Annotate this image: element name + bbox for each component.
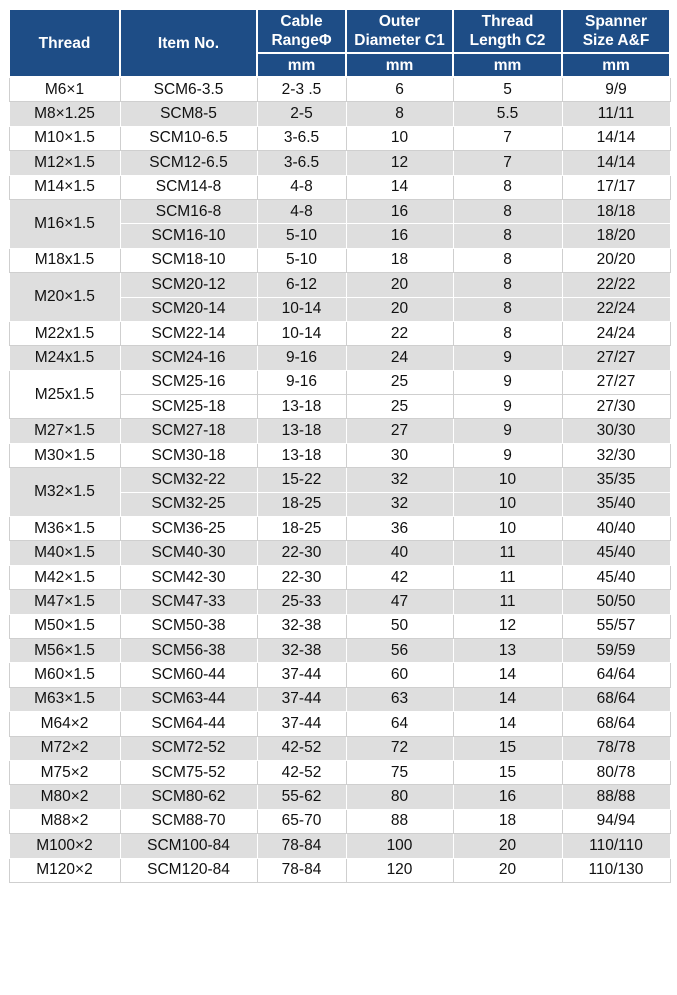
cell-cable-range: 32-38	[257, 638, 346, 662]
cell-cable-range: 10-14	[257, 297, 346, 321]
cell-cable-range: 18-25	[257, 492, 346, 516]
cell-thread: M24x1.5	[9, 346, 120, 370]
table-row	[9, 175, 670, 199]
cell-thread-length: 20	[453, 858, 562, 882]
table-row	[9, 126, 670, 150]
table-row	[9, 760, 670, 784]
cell-outer-diameter: 63	[346, 687, 453, 711]
cell-cable-range: 13-18	[257, 443, 346, 467]
cell-cable-range: 13-18	[257, 419, 346, 443]
table-row	[9, 638, 670, 662]
cell-thread-length: 7	[453, 151, 562, 175]
table-row	[9, 321, 670, 345]
cell-spanner-size: 27/27	[562, 346, 670, 370]
header-thread-length-line1: Thread	[481, 13, 534, 30]
cell-cable-range: 78-84	[257, 858, 346, 882]
table-row	[9, 151, 670, 175]
cell-outer-diameter: 75	[346, 760, 453, 784]
cell-outer-diameter: 64	[346, 712, 453, 736]
cell-cable-range: 18-25	[257, 517, 346, 541]
cell-thread: M64×2	[9, 712, 120, 736]
cell-thread: M120×2	[9, 858, 120, 882]
cell-spanner-size: 68/64	[562, 687, 670, 711]
cell-outer-diameter: 47	[346, 590, 453, 614]
unit-spanner-size: mm	[562, 53, 670, 77]
cell-cable-range: 4-8	[257, 199, 346, 223]
cell-outer-diameter: 27	[346, 419, 453, 443]
cell-thread-length: 5	[453, 77, 562, 102]
cell-outer-diameter: 72	[346, 736, 453, 760]
header-item-no: Item No.	[120, 9, 257, 77]
cell-outer-diameter: 12	[346, 151, 453, 175]
cell-item-no: SCM16-10	[120, 224, 257, 248]
cell-thread: M22x1.5	[9, 321, 120, 345]
cell-item-no: SCM120-84	[120, 858, 257, 882]
cell-thread: M16×1.5	[9, 199, 120, 248]
cell-thread-length: 9	[453, 419, 562, 443]
cell-item-no: SCM20-14	[120, 297, 257, 321]
header-outer-diameter-line1: Outer	[378, 13, 421, 30]
cell-spanner-size: 27/30	[562, 395, 670, 419]
cell-thread-length: 7	[453, 126, 562, 150]
unit-outer-diameter: mm	[346, 53, 453, 77]
cell-item-no: SCM47-33	[120, 590, 257, 614]
cell-thread: M72×2	[9, 736, 120, 760]
cell-cable-range: 2-3 .5	[257, 77, 346, 102]
cell-spanner-size: 94/94	[562, 809, 670, 833]
header-cable-range-line2: RangeΦ	[271, 32, 332, 49]
cell-item-no: SCM16-8	[120, 199, 257, 223]
cell-outer-diameter: 42	[346, 565, 453, 589]
cell-spanner-size: 64/64	[562, 663, 670, 687]
cell-item-no: SCM80-62	[120, 785, 257, 809]
cell-item-no: SCM25-16	[120, 370, 257, 394]
cell-outer-diameter: 60	[346, 663, 453, 687]
table-row	[9, 443, 670, 467]
table-row	[9, 77, 670, 102]
cell-cable-range: 3-6.5	[257, 126, 346, 150]
cell-thread: M80×2	[9, 785, 120, 809]
cell-cable-range: 13-18	[257, 395, 346, 419]
cell-thread: M18x1.5	[9, 248, 120, 272]
cell-item-no: SCM10-6.5	[120, 126, 257, 150]
cell-outer-diameter: 20	[346, 273, 453, 297]
table-row	[9, 541, 670, 565]
cell-thread: M30×1.5	[9, 443, 120, 467]
cell-item-no: SCM88-70	[120, 809, 257, 833]
cell-thread: M56×1.5	[9, 638, 120, 662]
cell-spanner-size: 14/14	[562, 151, 670, 175]
cell-thread: M32×1.5	[9, 468, 120, 517]
cell-outer-diameter: 50	[346, 614, 453, 638]
cell-spanner-size: 35/35	[562, 468, 670, 492]
cell-thread-length: 8	[453, 273, 562, 297]
cell-outer-diameter: 32	[346, 492, 453, 516]
cell-spanner-size: 9/9	[562, 77, 670, 102]
cell-item-no: SCM56-38	[120, 638, 257, 662]
table-row	[9, 858, 670, 882]
cable-gland-spec-table	[8, 8, 671, 883]
cell-thread: M100×2	[9, 834, 120, 858]
table-row	[9, 102, 670, 126]
cell-spanner-size: 40/40	[562, 517, 670, 541]
cell-outer-diameter: 16	[346, 224, 453, 248]
cell-cable-range: 15-22	[257, 468, 346, 492]
table-row	[9, 517, 670, 541]
header-cable-range	[257, 9, 346, 53]
header-spanner-size	[562, 9, 670, 53]
cell-item-no: SCM32-22	[120, 468, 257, 492]
cell-cable-range: 65-70	[257, 809, 346, 833]
cell-thread-length: 14	[453, 687, 562, 711]
cell-spanner-size: 55/57	[562, 614, 670, 638]
cell-item-no: SCM42-30	[120, 565, 257, 589]
table-row	[9, 785, 670, 809]
cell-cable-range: 37-44	[257, 712, 346, 736]
cell-thread-length: 8	[453, 175, 562, 199]
header-spanner-line2: Size A&F	[582, 32, 650, 49]
cell-item-no: SCM30-18	[120, 443, 257, 467]
cell-thread-length: 9	[453, 443, 562, 467]
cell-cable-range: 42-52	[257, 736, 346, 760]
cell-thread-length: 11	[453, 590, 562, 614]
cell-thread: M50×1.5	[9, 614, 120, 638]
cell-spanner-size: 80/78	[562, 760, 670, 784]
cell-item-no: SCM40-30	[120, 541, 257, 565]
cell-thread: M75×2	[9, 760, 120, 784]
cell-cable-range: 3-6.5	[257, 151, 346, 175]
cell-item-no: SCM8-5	[120, 102, 257, 126]
cell-outer-diameter: 10	[346, 126, 453, 150]
cell-item-no: SCM60-44	[120, 663, 257, 687]
table-row	[9, 712, 670, 736]
cell-thread: M14×1.5	[9, 175, 120, 199]
cell-item-no: SCM50-38	[120, 614, 257, 638]
table-row	[9, 370, 670, 394]
table-row	[9, 248, 670, 272]
header-outer-diameter	[346, 9, 453, 53]
cell-item-no: SCM100-84	[120, 834, 257, 858]
cell-cable-range: 55-62	[257, 785, 346, 809]
cell-item-no: SCM63-44	[120, 687, 257, 711]
cell-item-no: SCM20-12	[120, 273, 257, 297]
cell-thread: M20×1.5	[9, 273, 120, 322]
cell-spanner-size: 17/17	[562, 175, 670, 199]
cell-thread-length: 9	[453, 346, 562, 370]
cell-thread-length: 8	[453, 224, 562, 248]
cell-thread: M12×1.5	[9, 151, 120, 175]
table-row	[9, 565, 670, 589]
table-row	[9, 614, 670, 638]
table-row	[9, 346, 670, 370]
unit-thread-length: mm	[453, 53, 562, 77]
table-row	[9, 736, 670, 760]
cell-thread-length: 11	[453, 541, 562, 565]
cell-cable-range: 42-52	[257, 760, 346, 784]
cell-cable-range: 37-44	[257, 663, 346, 687]
header-cable-range-line1: Cable	[280, 13, 323, 30]
cell-item-no: SCM72-52	[120, 736, 257, 760]
cell-spanner-size: 32/30	[562, 443, 670, 467]
cell-thread-length: 18	[453, 809, 562, 833]
cell-outer-diameter: 16	[346, 199, 453, 223]
cell-item-no: SCM75-52	[120, 760, 257, 784]
table-row	[9, 468, 670, 492]
table-row	[9, 273, 670, 297]
cell-thread: M36×1.5	[9, 517, 120, 541]
table-row	[9, 199, 670, 223]
cell-thread: M88×2	[9, 809, 120, 833]
cell-item-no: SCM64-44	[120, 712, 257, 736]
cell-outer-diameter: 6	[346, 77, 453, 102]
cell-thread-length: 9	[453, 370, 562, 394]
table-body	[9, 77, 670, 882]
cell-spanner-size: 45/40	[562, 541, 670, 565]
cell-item-no: SCM32-25	[120, 492, 257, 516]
cell-thread-length: 10	[453, 492, 562, 516]
cell-thread-length: 9	[453, 395, 562, 419]
cell-thread-length: 12	[453, 614, 562, 638]
cell-spanner-size: 68/64	[562, 712, 670, 736]
cell-item-no: SCM22-14	[120, 321, 257, 345]
cell-thread: M47×1.5	[9, 590, 120, 614]
cell-spanner-size: 78/78	[562, 736, 670, 760]
cell-cable-range: 4-8	[257, 175, 346, 199]
cell-cable-range: 6-12	[257, 273, 346, 297]
cell-cable-range: 2-5	[257, 102, 346, 126]
cell-item-no: SCM6-3.5	[120, 77, 257, 102]
cell-item-no: SCM36-25	[120, 517, 257, 541]
cell-thread-length: 11	[453, 565, 562, 589]
cell-spanner-size: 24/24	[562, 321, 670, 345]
cell-outer-diameter: 8	[346, 102, 453, 126]
header-thread-length	[453, 9, 562, 53]
cell-item-no: SCM18-10	[120, 248, 257, 272]
cell-thread: M63×1.5	[9, 687, 120, 711]
cell-cable-range: 10-14	[257, 321, 346, 345]
table-row	[9, 590, 670, 614]
cell-outer-diameter: 32	[346, 468, 453, 492]
cell-item-no: SCM25-18	[120, 395, 257, 419]
cell-thread-length: 15	[453, 760, 562, 784]
table-row	[9, 834, 670, 858]
cell-spanner-size: 22/24	[562, 297, 670, 321]
cell-cable-range: 9-16	[257, 370, 346, 394]
cell-cable-range: 5-10	[257, 224, 346, 248]
cell-thread-length: 8	[453, 297, 562, 321]
cell-thread-length: 10	[453, 517, 562, 541]
cell-thread-length: 8	[453, 199, 562, 223]
cell-outer-diameter: 56	[346, 638, 453, 662]
cell-spanner-size: 22/22	[562, 273, 670, 297]
cell-spanner-size: 18/20	[562, 224, 670, 248]
cell-cable-range: 32-38	[257, 614, 346, 638]
cell-thread-length: 5.5	[453, 102, 562, 126]
cell-outer-diameter: 24	[346, 346, 453, 370]
cell-cable-range: 5-10	[257, 248, 346, 272]
header-spanner-line1: Spanner	[584, 13, 647, 30]
cell-outer-diameter: 18	[346, 248, 453, 272]
cell-cable-range: 9-16	[257, 346, 346, 370]
cell-cable-range: 22-30	[257, 541, 346, 565]
cell-outer-diameter: 88	[346, 809, 453, 833]
cell-outer-diameter: 25	[346, 395, 453, 419]
cell-spanner-size: 18/18	[562, 199, 670, 223]
cell-thread-length: 20	[453, 834, 562, 858]
cell-spanner-size: 11/11	[562, 102, 670, 126]
cell-spanner-size: 14/14	[562, 126, 670, 150]
cell-thread-length: 8	[453, 248, 562, 272]
header-thread-length-line2: Length C2	[469, 32, 546, 49]
table-header	[9, 9, 670, 77]
cell-spanner-size: 110/110	[562, 834, 670, 858]
cell-outer-diameter: 36	[346, 517, 453, 541]
cell-spanner-size: 30/30	[562, 419, 670, 443]
cell-spanner-size: 59/59	[562, 638, 670, 662]
unit-cable-range: mm	[257, 53, 346, 77]
cell-thread-length: 15	[453, 736, 562, 760]
cell-spanner-size: 27/27	[562, 370, 670, 394]
cell-spanner-size: 110/130	[562, 858, 670, 882]
cell-thread-length: 16	[453, 785, 562, 809]
table-row	[9, 809, 670, 833]
cell-spanner-size: 88/88	[562, 785, 670, 809]
cell-item-no: SCM24-16	[120, 346, 257, 370]
cell-thread-length: 14	[453, 663, 562, 687]
cell-spanner-size: 20/20	[562, 248, 670, 272]
cell-outer-diameter: 30	[346, 443, 453, 467]
cell-thread: M6×1	[9, 77, 120, 102]
table-row	[9, 663, 670, 687]
cell-outer-diameter: 80	[346, 785, 453, 809]
cell-cable-range: 22-30	[257, 565, 346, 589]
cell-spanner-size: 35/40	[562, 492, 670, 516]
cell-thread-length: 14	[453, 712, 562, 736]
cell-outer-diameter: 25	[346, 370, 453, 394]
cell-thread: M8×1.25	[9, 102, 120, 126]
cell-thread: M27×1.5	[9, 419, 120, 443]
cell-thread-length: 10	[453, 468, 562, 492]
cell-item-no: SCM12-6.5	[120, 151, 257, 175]
cell-spanner-size: 45/40	[562, 565, 670, 589]
header-thread: Thread	[9, 9, 120, 77]
cell-thread: M60×1.5	[9, 663, 120, 687]
header-outer-diameter-line2: Diameter C1	[354, 32, 445, 49]
cell-thread: M42×1.5	[9, 565, 120, 589]
cell-thread-length: 8	[453, 321, 562, 345]
cell-outer-diameter: 120	[346, 858, 453, 882]
table-row	[9, 419, 670, 443]
cell-outer-diameter: 14	[346, 175, 453, 199]
cell-spanner-size: 50/50	[562, 590, 670, 614]
cell-thread: M25x1.5	[9, 370, 120, 419]
cell-cable-range: 25-33	[257, 590, 346, 614]
cell-cable-range: 78-84	[257, 834, 346, 858]
cell-thread-length: 13	[453, 638, 562, 662]
cell-thread: M40×1.5	[9, 541, 120, 565]
cell-outer-diameter: 22	[346, 321, 453, 345]
cell-item-no: SCM27-18	[120, 419, 257, 443]
cell-outer-diameter: 100	[346, 834, 453, 858]
cell-outer-diameter: 40	[346, 541, 453, 565]
spec-table-container	[8, 8, 669, 883]
cell-item-no: SCM14-8	[120, 175, 257, 199]
table-row	[9, 687, 670, 711]
cell-cable-range: 37-44	[257, 687, 346, 711]
cell-thread: M10×1.5	[9, 126, 120, 150]
cell-outer-diameter: 20	[346, 297, 453, 321]
